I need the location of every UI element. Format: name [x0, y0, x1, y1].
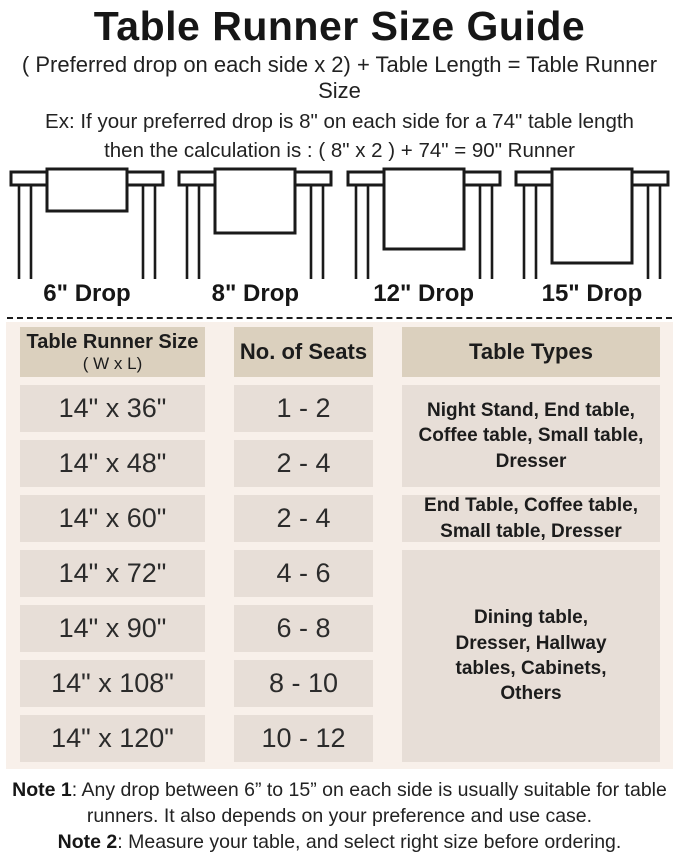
table-types-medium [402, 495, 660, 542]
page-title: Table Runner Size Guide [93, 3, 586, 49]
seats-value: 4 - 6 [234, 550, 373, 597]
table-runner-diagram-icon [342, 167, 506, 279]
runner-size-value: 14" x 72" [20, 550, 205, 597]
runner [384, 169, 464, 249]
formula-line: ( Preferred drop on each side x 2) + Table Length = Table Runner Size [21, 52, 658, 103]
runner [47, 169, 127, 211]
runner-size-value: 14" x 108" [20, 660, 205, 707]
runner-size-value: 14" x 90" [20, 605, 205, 652]
note-1-text: : Any drop between 6” to 15” on each side is usually suitable for table runners. It also depends on your preference and use case. [71, 779, 667, 827]
seats-value: 10 - 12 [234, 715, 373, 762]
table-runner-size-guide [0, 2, 679, 853]
notes-section [0, 777, 679, 855]
illustration-15-drop [510, 167, 674, 308]
dashed-divider [7, 317, 672, 319]
table-types-small [402, 385, 660, 487]
note-1 [10, 777, 669, 829]
drop-label: 12" Drop [373, 280, 475, 307]
table-runner-diagram-icon [173, 167, 337, 279]
seats-value: 8 - 10 [234, 660, 373, 707]
note-2 [10, 829, 669, 855]
example-line: Ex: If your preferred drop is 8" on each side for a 74" table length [45, 110, 634, 133]
seats-value: 1 - 2 [234, 385, 373, 432]
note-2-text: : Measure your table, and select right size before ordering. [117, 831, 622, 853]
seats-value: 2 - 4 [234, 495, 373, 542]
runner-size-value: 14" x 36" [20, 385, 205, 432]
size-table [20, 327, 659, 762]
illustration-8-drop [173, 167, 337, 308]
drop-illustrations [0, 167, 679, 308]
table-runner-diagram-icon [510, 167, 674, 279]
header-seats: No. of Seats [234, 327, 373, 377]
runner-size-value: 14" x 48" [20, 440, 205, 487]
size-guide-panel [6, 322, 673, 769]
runner [552, 169, 632, 263]
header-runner-size-title: Table Runner Size [26, 331, 199, 353]
header-table-types: Table Types [402, 327, 660, 377]
note-1-label: Note 1 [12, 779, 72, 801]
table-types-text: Dining table, Dresser, Hallway tables, Cabinets, Others [455, 607, 607, 705]
header-runner-size [20, 327, 205, 377]
header-runner-size-sub: ( W x L) [82, 354, 143, 373]
table-types-large [402, 550, 660, 762]
drop-label: 8" Drop [211, 280, 300, 307]
illustration-6-drop [5, 167, 169, 308]
note-2-label: Note 2 [57, 831, 118, 853]
seats-value: 6 - 8 [234, 605, 373, 652]
runner-size-value: 14" x 120" [20, 715, 205, 762]
calculation-line: then the calculation is : ( 8" x 2 ) + 74" = 90" Runner [104, 139, 575, 162]
table-runner-diagram-icon [5, 167, 169, 279]
illustration-12-drop [342, 167, 506, 308]
seats-value: 2 - 4 [234, 440, 373, 487]
table-types-text: Night Stand, End table, Coffee table, Small table, Dresser [418, 399, 644, 472]
drop-label: 15" Drop [541, 280, 643, 307]
table-types-text: End Table, Coffee table, Small table, Dresser [424, 495, 638, 542]
drop-label: 6" Drop [43, 280, 131, 307]
runner [215, 169, 295, 233]
runner-size-value: 14" x 60" [20, 495, 205, 542]
